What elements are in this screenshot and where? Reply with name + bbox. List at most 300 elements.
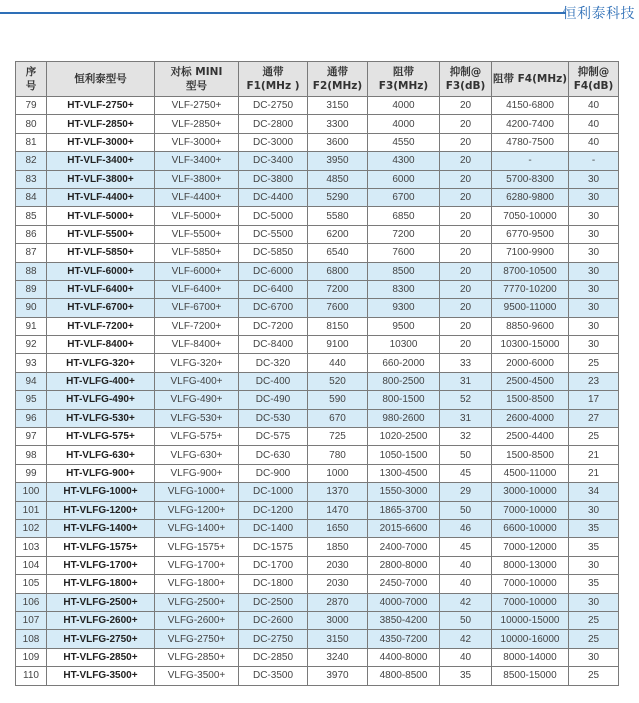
- cell-model: HT-VLF-5500+: [47, 225, 155, 243]
- table-row: [16, 280, 619, 298]
- cell-index: 105: [16, 575, 47, 593]
- cell-rej-f3: 20: [440, 170, 492, 188]
- header-line-2: F3(MHz): [378, 80, 429, 92]
- cell-index: 100: [16, 483, 47, 501]
- cell-f2: 2870: [308, 593, 368, 611]
- cell-model: HT-VLFG-575+: [47, 428, 155, 446]
- cell-model: HT-VLFG-1400+: [47, 519, 155, 537]
- header-line-2: F2(MHz): [312, 80, 363, 92]
- cell-rej-f3: 40: [440, 556, 492, 574]
- table-row: [16, 152, 619, 170]
- cell-f1: DC-2800: [239, 115, 308, 133]
- table-row: [16, 483, 619, 501]
- cell-f2: 6200: [308, 225, 368, 243]
- cell-mini-model: VLF-8400+: [155, 336, 239, 354]
- cell-mini-model: VLFG-530+: [155, 409, 239, 427]
- cell-f2: 440: [308, 354, 368, 372]
- cell-rej-f4: 27: [569, 409, 619, 427]
- cell-rej-f4: 35: [569, 538, 619, 556]
- cell-f2: 1470: [308, 501, 368, 519]
- cell-mini-model: VLFG-1575+: [155, 538, 239, 556]
- table-row: [16, 575, 619, 593]
- cell-mini-model: VLFG-1200+: [155, 501, 239, 519]
- cell-model: HT-VLF-2750+: [47, 97, 155, 115]
- cell-f3: 6000: [368, 170, 440, 188]
- cell-f3: 6700: [368, 188, 440, 206]
- cell-f2: 780: [308, 446, 368, 464]
- cell-f4: 10000-16000: [492, 630, 569, 648]
- cell-mini-model: VLF-5500+: [155, 225, 239, 243]
- table-row: [16, 630, 619, 648]
- cell-f3: 9300: [368, 299, 440, 317]
- cell-index: 90: [16, 299, 47, 317]
- cell-index: 83: [16, 170, 47, 188]
- cell-mini-model: VLFG-3500+: [155, 667, 239, 685]
- cell-model: HT-VLF-8400+: [47, 336, 155, 354]
- cell-mini-model: VLFG-575+: [155, 428, 239, 446]
- cell-rej-f3: 20: [440, 133, 492, 151]
- cell-f2: 4850: [308, 170, 368, 188]
- cell-f3: 2800-8000: [368, 556, 440, 574]
- cell-rej-f3: 42: [440, 630, 492, 648]
- cell-f4: 7000-10000: [492, 501, 569, 519]
- cell-f2: 1370: [308, 483, 368, 501]
- header-line-2: 号: [25, 80, 37, 92]
- cell-index: 91: [16, 317, 47, 335]
- cell-rej-f3: 20: [440, 336, 492, 354]
- cell-f2: 1000: [308, 464, 368, 482]
- cell-index: 107: [16, 611, 47, 629]
- cell-f1: DC-3800: [239, 170, 308, 188]
- cell-model: HT-VLF-3800+: [47, 170, 155, 188]
- cell-rej-f4: 30: [569, 317, 619, 335]
- cell-rej-f3: 40: [440, 648, 492, 666]
- cell-f2: 3150: [308, 630, 368, 648]
- cell-rej-f3: 52: [440, 391, 492, 409]
- cell-f3: 4550: [368, 133, 440, 151]
- table-row: [16, 538, 619, 556]
- cell-mini-model: VLF-2750+: [155, 97, 239, 115]
- table-row: [16, 409, 619, 427]
- cell-f2: 3150: [308, 97, 368, 115]
- table-row: [16, 317, 619, 335]
- cell-f1: DC-2750: [239, 97, 308, 115]
- header-line-1: 阻带: [393, 66, 414, 78]
- table-row: [16, 225, 619, 243]
- cell-f1: DC-400: [239, 372, 308, 390]
- col-header-model: [47, 62, 155, 97]
- cell-mini-model: VLF-3000+: [155, 133, 239, 151]
- cell-f3: 2450-7000: [368, 575, 440, 593]
- cell-mini-model: VLFG-490+: [155, 391, 239, 409]
- col-header-f3: [368, 62, 440, 97]
- cell-f3: 1020-2500: [368, 428, 440, 446]
- cell-f2: 6800: [308, 262, 368, 280]
- table-row: [16, 188, 619, 206]
- cell-rej-f3: 20: [440, 244, 492, 262]
- cell-f2: 1850: [308, 538, 368, 556]
- col-header-rej-f4: [569, 62, 619, 97]
- cell-rej-f4: 21: [569, 446, 619, 464]
- cell-rej-f4: 34: [569, 483, 619, 501]
- cell-mini-model: VLFG-2750+: [155, 630, 239, 648]
- cell-mini-model: VLFG-630+: [155, 446, 239, 464]
- cell-f2: 3970: [308, 667, 368, 685]
- header-line-1: 通带: [262, 66, 284, 78]
- header-line-1: 抑制@: [577, 66, 610, 78]
- cell-f1: DC-4400: [239, 188, 308, 206]
- cell-model: HT-VLF-6000+: [47, 262, 155, 280]
- table-row: [16, 133, 619, 151]
- cell-rej-f4: 30: [569, 244, 619, 262]
- cell-f1: DC-5850: [239, 244, 308, 262]
- cell-rej-f4: 17: [569, 391, 619, 409]
- cell-f2: 520: [308, 372, 368, 390]
- table-row: [16, 336, 619, 354]
- cell-f4: 2500-4400: [492, 428, 569, 446]
- col-header-rej-f3: [440, 62, 492, 97]
- cell-f3: 7600: [368, 244, 440, 262]
- header-line-2: F3(dB): [445, 80, 486, 92]
- cell-model: HT-VLFG-320+: [47, 354, 155, 372]
- cell-model: HT-VLFG-3500+: [47, 667, 155, 685]
- cell-rej-f3: 33: [440, 354, 492, 372]
- cell-mini-model: VLFG-900+: [155, 464, 239, 482]
- cell-mini-model: VLF-3800+: [155, 170, 239, 188]
- cell-mini-model: VLF-7200+: [155, 317, 239, 335]
- filter-spec-table: [15, 61, 619, 686]
- cell-index: 96: [16, 409, 47, 427]
- cell-f4: 7050-10000: [492, 207, 569, 225]
- cell-rej-f4: 30: [569, 262, 619, 280]
- table-row: [16, 464, 619, 482]
- cell-f1: DC-530: [239, 409, 308, 427]
- header-line-1: 序: [25, 66, 37, 78]
- cell-rej-f4: 40: [569, 133, 619, 151]
- cell-index: 98: [16, 446, 47, 464]
- cell-rej-f3: 45: [440, 538, 492, 556]
- cell-model: HT-VLFG-2850+: [47, 648, 155, 666]
- cell-mini-model: VLFG-400+: [155, 372, 239, 390]
- cell-f1: DC-1575: [239, 538, 308, 556]
- cell-f3: 8300: [368, 280, 440, 298]
- cell-model: HT-VLF-2850+: [47, 115, 155, 133]
- cell-mini-model: VLFG-1000+: [155, 483, 239, 501]
- cell-rej-f4: -: [569, 152, 619, 170]
- cell-index: 80: [16, 115, 47, 133]
- cell-rej-f3: 50: [440, 446, 492, 464]
- cell-index: 82: [16, 152, 47, 170]
- cell-f1: DC-1400: [239, 519, 308, 537]
- table-row: [16, 391, 619, 409]
- table-row: [16, 446, 619, 464]
- cell-f3: 3850-4200: [368, 611, 440, 629]
- cell-f3: 10300: [368, 336, 440, 354]
- header-line-2: F4(dB): [573, 80, 614, 92]
- cell-rej-f4: 25: [569, 428, 619, 446]
- cell-rej-f3: 20: [440, 152, 492, 170]
- cell-rej-f3: 20: [440, 317, 492, 335]
- cell-f2: 3240: [308, 648, 368, 666]
- cell-f1: DC-7200: [239, 317, 308, 335]
- cell-rej-f3: 20: [440, 188, 492, 206]
- cell-index: 102: [16, 519, 47, 537]
- cell-rej-f4: 25: [569, 667, 619, 685]
- cell-model: HT-VLF-5000+: [47, 207, 155, 225]
- cell-rej-f4: 25: [569, 630, 619, 648]
- cell-f2: 3600: [308, 133, 368, 151]
- cell-mini-model: VLFG-2600+: [155, 611, 239, 629]
- cell-f2: 2030: [308, 556, 368, 574]
- header-line-2: 型号: [186, 80, 207, 92]
- cell-model: HT-VLF-3000+: [47, 133, 155, 151]
- cell-f4: 2600-4000: [492, 409, 569, 427]
- cell-rej-f4: 30: [569, 593, 619, 611]
- cell-model: HT-VLFG-1575+: [47, 538, 155, 556]
- cell-model: HT-VLFG-900+: [47, 464, 155, 482]
- cell-f4: 3000-10000: [492, 483, 569, 501]
- cell-mini-model: VLFG-2850+: [155, 648, 239, 666]
- table-row: [16, 648, 619, 666]
- cell-f2: 7200: [308, 280, 368, 298]
- cell-f2: 7600: [308, 299, 368, 317]
- cell-f1: DC-3000: [239, 133, 308, 151]
- cell-f1: DC-5500: [239, 225, 308, 243]
- col-header-f2: [308, 62, 368, 97]
- cell-rej-f4: 25: [569, 354, 619, 372]
- cell-f3: 4300: [368, 152, 440, 170]
- cell-rej-f4: 35: [569, 575, 619, 593]
- cell-rej-f3: 20: [440, 225, 492, 243]
- cell-rej-f4: 30: [569, 170, 619, 188]
- cell-f1: DC-320: [239, 354, 308, 372]
- cell-rej-f3: 31: [440, 372, 492, 390]
- header-line-1: 对标 MINI: [170, 66, 223, 78]
- cell-model: HT-VLFG-2600+: [47, 611, 155, 629]
- cell-f1: DC-3400: [239, 152, 308, 170]
- cell-f3: 6850: [368, 207, 440, 225]
- cell-f4: -: [492, 152, 569, 170]
- cell-f1: DC-900: [239, 464, 308, 482]
- cell-f2: 5290: [308, 188, 368, 206]
- cell-f4: 8000-13000: [492, 556, 569, 574]
- cell-f2: 3950: [308, 152, 368, 170]
- cell-model: HT-VLFG-1800+: [47, 575, 155, 593]
- table-row: [16, 519, 619, 537]
- cell-f4: 4500-11000: [492, 464, 569, 482]
- cell-f4: 7000-12000: [492, 538, 569, 556]
- cell-model: HT-VLF-5850+: [47, 244, 155, 262]
- cell-f2: 8150: [308, 317, 368, 335]
- cell-index: 110: [16, 667, 47, 685]
- cell-rej-f4: 30: [569, 299, 619, 317]
- cell-f4: 6770-9500: [492, 225, 569, 243]
- header-line-1: 阻带 F4(MHz): [492, 73, 568, 85]
- cell-mini-model: VLF-5000+: [155, 207, 239, 225]
- cell-f3: 1300-4500: [368, 464, 440, 482]
- cell-model: HT-VLFG-630+: [47, 446, 155, 464]
- cell-f1: DC-1700: [239, 556, 308, 574]
- cell-f1: DC-2750: [239, 630, 308, 648]
- cell-model: HT-VLFG-530+: [47, 409, 155, 427]
- cell-f3: 800-2500: [368, 372, 440, 390]
- cell-rej-f3: 20: [440, 97, 492, 115]
- cell-f2: 3000: [308, 611, 368, 629]
- cell-f3: 1550-3000: [368, 483, 440, 501]
- cell-rej-f4: 40: [569, 97, 619, 115]
- cell-f4: 4780-7500: [492, 133, 569, 151]
- cell-f4: 1500-8500: [492, 391, 569, 409]
- cell-rej-f3: 20: [440, 299, 492, 317]
- cell-model: HT-VLF-6400+: [47, 280, 155, 298]
- cell-rej-f4: 30: [569, 501, 619, 519]
- cell-rej-f4: 30: [569, 207, 619, 225]
- cell-f1: DC-630: [239, 446, 308, 464]
- cell-index: 87: [16, 244, 47, 262]
- table-header-row: [16, 62, 619, 97]
- cell-f2: 590: [308, 391, 368, 409]
- cell-index: 88: [16, 262, 47, 280]
- cell-model: HT-VLFG-490+: [47, 391, 155, 409]
- cell-mini-model: VLF-6700+: [155, 299, 239, 317]
- cell-rej-f4: 35: [569, 519, 619, 537]
- cell-index: 109: [16, 648, 47, 666]
- cell-f4: 10000-15000: [492, 611, 569, 629]
- cell-rej-f4: 30: [569, 188, 619, 206]
- cell-f3: 980-2600: [368, 409, 440, 427]
- cell-f1: DC-575: [239, 428, 308, 446]
- cell-f4: 4150-6800: [492, 97, 569, 115]
- cell-f4: 6280-9800: [492, 188, 569, 206]
- cell-f4: 9500-11000: [492, 299, 569, 317]
- cell-f3: 2400-7000: [368, 538, 440, 556]
- cell-rej-f4: 40: [569, 115, 619, 133]
- cell-rej-f3: 35: [440, 667, 492, 685]
- cell-model: HT-VLFG-1700+: [47, 556, 155, 574]
- cell-rej-f3: 46: [440, 519, 492, 537]
- cell-mini-model: VLFG-320+: [155, 354, 239, 372]
- cell-index: 97: [16, 428, 47, 446]
- col-header-f4: [492, 62, 569, 97]
- header-line-1: 通带: [327, 66, 348, 78]
- cell-mini-model: VLFG-2500+: [155, 593, 239, 611]
- cell-mini-model: VLFG-1400+: [155, 519, 239, 537]
- cell-f3: 2015-6600: [368, 519, 440, 537]
- cell-rej-f3: 40: [440, 575, 492, 593]
- cell-rej-f3: 32: [440, 428, 492, 446]
- cell-index: 86: [16, 225, 47, 243]
- table-row: [16, 372, 619, 390]
- cell-model: HT-VLF-4400+: [47, 188, 155, 206]
- cell-f4: 7000-10000: [492, 575, 569, 593]
- cell-index: 104: [16, 556, 47, 574]
- cell-f4: 8700-10500: [492, 262, 569, 280]
- cell-index: 106: [16, 593, 47, 611]
- cell-f3: 8500: [368, 262, 440, 280]
- cell-f3: 4800-8500: [368, 667, 440, 685]
- cell-model: HT-VLFG-1000+: [47, 483, 155, 501]
- table-row: [16, 115, 619, 133]
- cell-rej-f3: 31: [440, 409, 492, 427]
- cell-index: 94: [16, 372, 47, 390]
- cell-f1: DC-1200: [239, 501, 308, 519]
- cell-model: HT-VLF-6700+: [47, 299, 155, 317]
- cell-f4: 8500-15000: [492, 667, 569, 685]
- cell-rej-f3: 50: [440, 611, 492, 629]
- cell-rej-f3: 29: [440, 483, 492, 501]
- cell-f4: 4200-7400: [492, 115, 569, 133]
- cell-f4: 8850-9600: [492, 317, 569, 335]
- cell-rej-f4: 30: [569, 225, 619, 243]
- cell-index: 92: [16, 336, 47, 354]
- table-row: [16, 207, 619, 225]
- cell-f3: 4000: [368, 115, 440, 133]
- cell-rej-f3: 20: [440, 280, 492, 298]
- table-row: [16, 593, 619, 611]
- cell-f1: DC-1000: [239, 483, 308, 501]
- col-header-f1: [239, 62, 308, 97]
- cell-index: 108: [16, 630, 47, 648]
- cell-f1: DC-6400: [239, 280, 308, 298]
- cell-f1: DC-2600: [239, 611, 308, 629]
- cell-mini-model: VLFG-1700+: [155, 556, 239, 574]
- cell-f3: 1050-1500: [368, 446, 440, 464]
- cell-f1: DC-2500: [239, 593, 308, 611]
- table-body: [16, 97, 619, 686]
- cell-rej-f3: 20: [440, 115, 492, 133]
- cell-f1: DC-8400: [239, 336, 308, 354]
- cell-index: 93: [16, 354, 47, 372]
- table-row: [16, 170, 619, 188]
- cell-f1: DC-490: [239, 391, 308, 409]
- cell-index: 84: [16, 188, 47, 206]
- table-row: [16, 262, 619, 280]
- cell-f1: DC-5000: [239, 207, 308, 225]
- cell-model: HT-VLF-3400+: [47, 152, 155, 170]
- cell-f3: 1865-3700: [368, 501, 440, 519]
- cell-f3: 9500: [368, 317, 440, 335]
- cell-index: 99: [16, 464, 47, 482]
- header-line-2: F1(MHz ): [246, 80, 300, 92]
- cell-index: 95: [16, 391, 47, 409]
- cell-model: HT-VLFG-1200+: [47, 501, 155, 519]
- cell-index: 85: [16, 207, 47, 225]
- cell-f3: 4400-8000: [368, 648, 440, 666]
- cell-f2: 9100: [308, 336, 368, 354]
- cell-f4: 5700-8300: [492, 170, 569, 188]
- cell-f3: 4000: [368, 97, 440, 115]
- table-row: [16, 299, 619, 317]
- cell-rej-f4: 30: [569, 336, 619, 354]
- cell-mini-model: VLF-5850+: [155, 244, 239, 262]
- header-line-1: 抑制@: [449, 66, 482, 78]
- cell-mini-model: VLFG-1800+: [155, 575, 239, 593]
- cell-mini-model: VLF-2850+: [155, 115, 239, 133]
- cell-f4: 10300-15000: [492, 336, 569, 354]
- cell-rej-f3: 42: [440, 593, 492, 611]
- cell-rej-f3: 45: [440, 464, 492, 482]
- cell-f4: 7770-10200: [492, 280, 569, 298]
- cell-f4: 2000-6000: [492, 354, 569, 372]
- cell-index: 89: [16, 280, 47, 298]
- cell-model: HT-VLFG-400+: [47, 372, 155, 390]
- cell-f2: 670: [308, 409, 368, 427]
- cell-rej-f4: 30: [569, 280, 619, 298]
- cell-f1: DC-6700: [239, 299, 308, 317]
- cell-f3: 800-1500: [368, 391, 440, 409]
- cell-model: HT-VLFG-2500+: [47, 593, 155, 611]
- cell-f3: 4350-7200: [368, 630, 440, 648]
